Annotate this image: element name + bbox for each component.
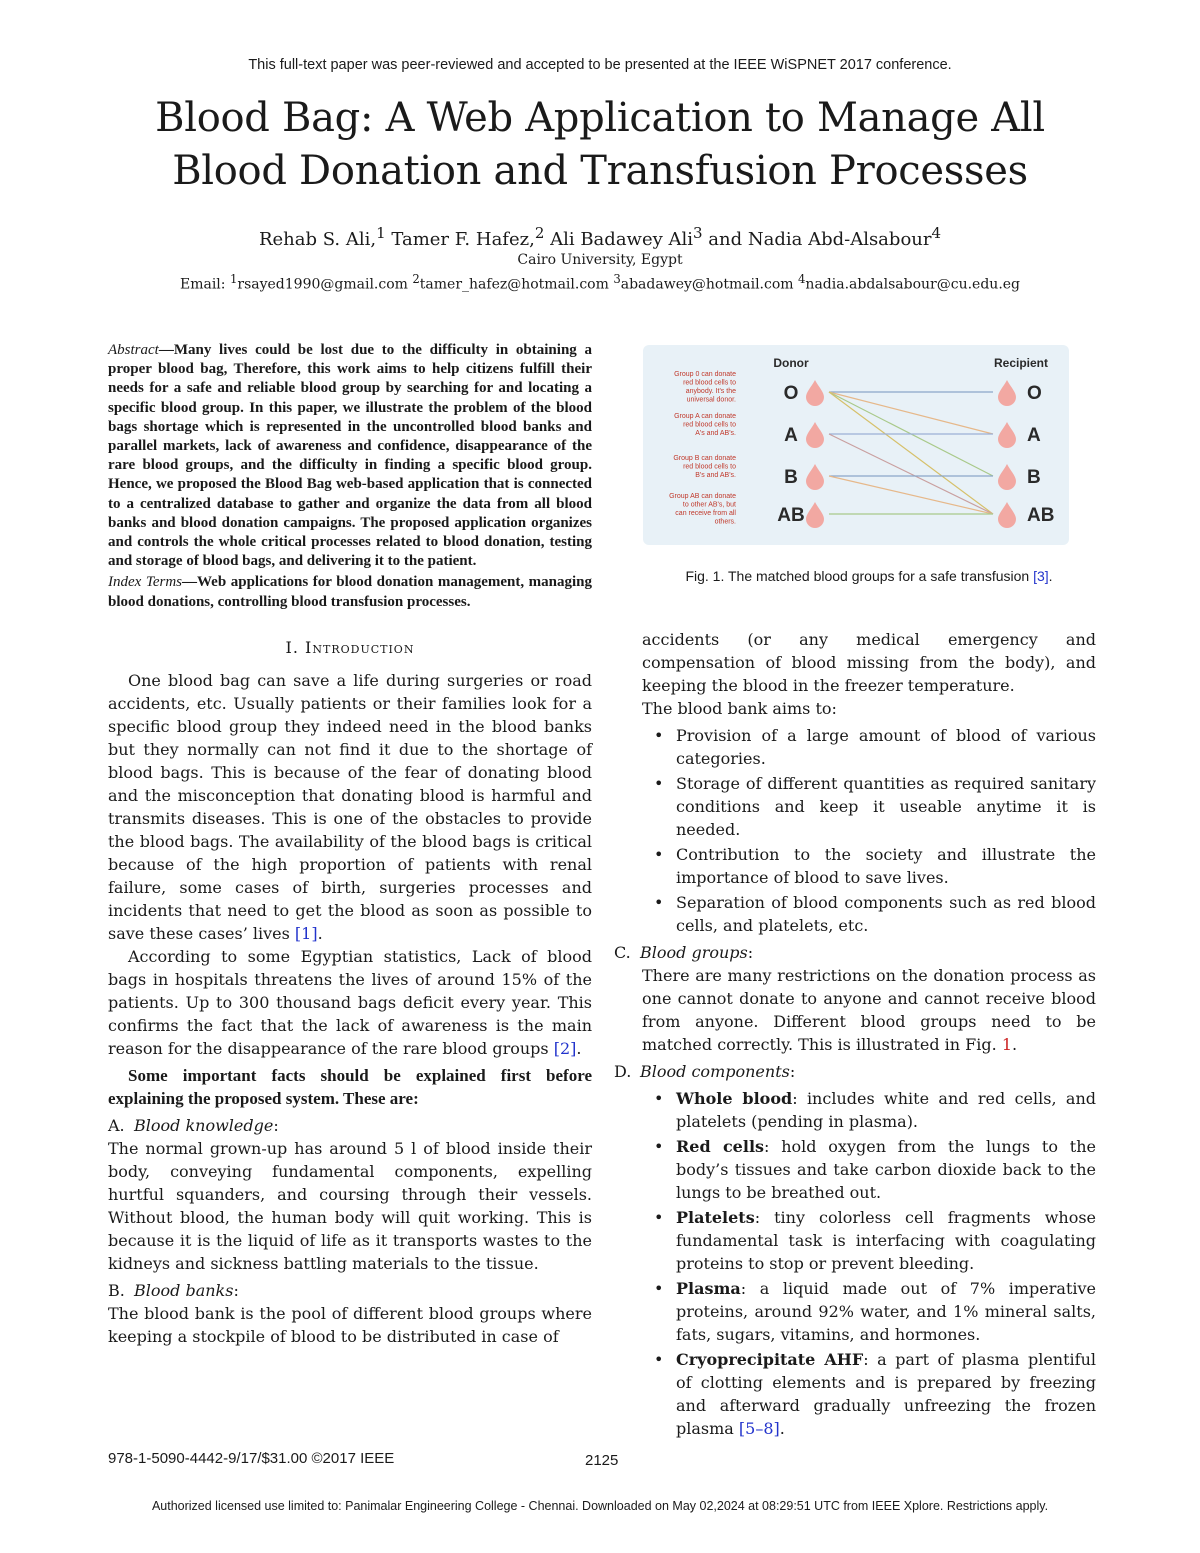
- component-term: Plasma: [676, 1279, 741, 1298]
- blood-bank-aims: The blood bank aims to:: [642, 699, 837, 718]
- figure-graphic: [643, 345, 1069, 545]
- component-text: : tiny colorless cell fragments whose fundamental task is interfacing with coagulating proteins to stop or prevent bleeding.: [676, 1208, 1096, 1273]
- author-3-marker: 3: [693, 224, 703, 242]
- list-item: [676, 1087, 1096, 1133]
- author-3: Ali Badawey Ali: [544, 229, 694, 250]
- component-text: : a part of plasma plentiful of clotting elements and is prepared by freezing and afterward gradually unfreezing the frozen plasma: [676, 1350, 1096, 1438]
- author-2-marker: 2: [534, 224, 545, 242]
- subsection-b-heading: [108, 1279, 592, 1302]
- subsection-a-text: The normal grown-up has around 5 l of blood inside their body, conveying fundamental components, expelling hurtful squanders, and coursing through their vessels. Without blood, the human body will quit working. This is because it is the liquid of life as it transports wastes to the kidneys and sickness battling materials to the tissue.: [108, 1138, 592, 1273]
- list-item: [676, 1277, 1096, 1346]
- subsection-c-title: Blood groups: [640, 943, 748, 962]
- blood-bank-aims-list: [642, 724, 1096, 937]
- index-terms-text: —Web applications for blood donation management, managing blood donations, controlling blood transfusion processes.: [108, 574, 592, 610]
- list-item: [676, 1348, 1096, 1440]
- figure-reference[interactable]: 1: [1001, 1035, 1012, 1054]
- title-line-1: Blood Bag: A Web Application to Manage All: [155, 95, 1045, 141]
- recipient-label: Recipient: [993, 356, 1049, 370]
- component-text: : a liquid made out of 7% imperative proteins, around 92% water, and 1% mineral salts, fats, sugars, vitamins, and hormones.: [676, 1279, 1096, 1344]
- intro-paragraph-3: Some important facts should be explained first before explaining the proposed system. These are:: [108, 1065, 592, 1108]
- author-list: [0, 224, 1200, 250]
- email-4-marker: 4: [798, 272, 806, 286]
- email-line: [0, 272, 1200, 293]
- email-3[interactable]: abadawey@hotmail.com: [620, 276, 798, 293]
- right-column: [614, 628, 1097, 1442]
- citation-2[interactable]: [2]: [553, 1038, 577, 1058]
- donor-group-o: O: [783, 383, 799, 404]
- blood-drop-icon: [806, 380, 824, 406]
- abstract-label: Abstract: [108, 342, 159, 358]
- subsection-c-end: .: [1012, 1035, 1018, 1054]
- subsection-c-body: There are many restrictions on the donation process as one cannot donate to anyone and cannot receive blood from anyone. Different blood groups need to be matched correctly. This is illustrated in Fig.: [642, 966, 1096, 1054]
- component-text: : includes white and red cells, and platelets (pending in plasma).: [676, 1089, 1097, 1131]
- left-column: [108, 341, 592, 1348]
- blood-drop-icon: [998, 380, 1016, 406]
- intro-paragraph-2: [108, 945, 592, 1060]
- list-item: • Separation of blood components such as red blood cells, and platelets, etc.: [676, 891, 1096, 937]
- index-terms-label: Index Terms: [108, 574, 182, 591]
- intro-p2-text: According to some Egyptian statistics, Lack of blood bags in hospitals threatens the lives of around 15% of the patients. Up to 300 thousand bags deficit every year. This confirms the fact that the lack of awareness is the main reason for the disappearance of the rare blood groups: [108, 946, 592, 1058]
- subsection-b-colon: :: [233, 1280, 239, 1300]
- license-notice: Authorized licensed use limited to: Panimalar Engineering College - Chennai. Downloaded on May 02,2024 at 08:29:51 UTC from IEEE Xplore. Restrictions apply.: [151, 1499, 1049, 1513]
- group-note: Group 0 can donate red blood cells to anybody. It's the universal donor.: [674, 371, 736, 404]
- intro-p2-end: .: [576, 1038, 582, 1058]
- figure-caption-text: Fig. 1. The matched blood groups for a safe transfusion: [685, 568, 1034, 584]
- subsection-a-heading: [108, 1114, 592, 1137]
- figure-caption: [642, 568, 1096, 584]
- compatibility-line: [829, 434, 993, 514]
- blood-compatibility-figure: [643, 345, 1069, 545]
- subsection-d-title: Blood components: [640, 1062, 790, 1081]
- subsection-b-label: B.: [108, 1280, 125, 1300]
- list-item: • Contribution to the society and illustrate the importance of blood to save lives.: [676, 843, 1096, 889]
- author-2: Tamer F. Hafez,: [385, 229, 535, 250]
- blood-drop-icon: [806, 464, 824, 490]
- subsection-a-label: A.: [108, 1115, 125, 1135]
- email-1[interactable]: rsayed1990@gmail.com: [237, 276, 413, 293]
- email-1-marker: 1: [229, 272, 238, 286]
- list-item: • Storage of different quantities as required sanitary conditions and keep it useable anytime it is needed.: [676, 772, 1096, 841]
- isbn-line: 978-1-5090-4442-9/17/$31.00 ©2017 IEEE: [108, 1450, 395, 1467]
- author-1: Rehab S. Ali,: [258, 229, 377, 250]
- email-2-marker: 2: [412, 272, 420, 286]
- component-term: Whole blood: [676, 1089, 793, 1108]
- subsection-d-colon: :: [789, 1062, 796, 1081]
- component-term: Platelets: [676, 1208, 755, 1227]
- subsection-d-label: D.: [614, 1062, 632, 1081]
- author-4-marker: 4: [931, 224, 942, 242]
- index-terms: [108, 573, 592, 611]
- blood-components-list: [642, 1087, 1096, 1440]
- email-2[interactable]: tamer_hafez@hotmail.com: [419, 276, 614, 293]
- subsection-a-colon: :: [273, 1115, 279, 1135]
- compatibility-line: [829, 392, 993, 434]
- subsection-d-heading: [614, 1060, 1096, 1083]
- component-text: : hold oxygen from the lungs to the body’s tissues and take carbon dioxide back to the lungs to be breathed out.: [676, 1137, 1096, 1202]
- title-line-2: Blood Donation and Transfusion Processes: [172, 148, 1028, 194]
- intro-p1-end: .: [317, 923, 323, 943]
- list-item: • Provision of a large amount of blood of various categories.: [676, 724, 1096, 770]
- author-1-marker: 1: [376, 224, 386, 242]
- citation-1[interactable]: [1]: [294, 923, 318, 943]
- blood-drop-icon: [998, 464, 1016, 490]
- subsection-b-title: Blood banks: [134, 1280, 234, 1300]
- recipient-group-b: B: [1027, 467, 1041, 488]
- intro-paragraph-1: [108, 669, 592, 945]
- recipient-group-ab: AB: [1027, 505, 1055, 526]
- abstract: [108, 341, 592, 571]
- page-number: 2125: [585, 1452, 619, 1469]
- affiliation: Cairo University, Egypt: [517, 252, 683, 268]
- subsection-c-heading: [614, 941, 1096, 964]
- list-item: [676, 1135, 1096, 1204]
- email-4[interactable]: nadia.abdalsabour@cu.edu.eg: [805, 276, 1021, 293]
- email-label: Email:: [179, 276, 230, 293]
- donor-group-b: B: [784, 467, 798, 488]
- blood-drop-icon: [998, 422, 1016, 448]
- subsection-c-label: C.: [614, 943, 631, 962]
- subsection-b-text-left: The blood bank is the pool of different blood groups where keeping a stockpile of blood to be distributed in case of: [108, 1303, 592, 1346]
- group-note: Group A can donate red blood cells to A's and AB's.: [674, 413, 736, 437]
- citation-5-8[interactable]: [5–8]: [738, 1419, 780, 1438]
- subsection-c-text: [642, 964, 1096, 1056]
- component-end: .: [779, 1419, 785, 1438]
- donor-group-a: A: [784, 425, 798, 446]
- group-note: Group B can donate red blood cells to B's and AB's.: [673, 455, 736, 479]
- component-term: Red cells: [676, 1137, 765, 1156]
- subsection-c-colon: :: [747, 943, 754, 962]
- abstract-text: —Many lives could be lost due to the difficulty in obtaining a proper blood bag, Therefore, this work aims to help citizens fulfill their needs for a safe and reliable blood group by searching for and locating a specific blood group. In this paper, we illustrate the problem of the blood bags shortage which is represented in the uncontrolled blood banks and parallel markets, lack of awareness and confidence, disappearance of the rare blood groups, and the difficulty in finding a specific blood group. Hence, we proposed the Blood Bag web-based application that is connected to a centralized database to gather and organize the data from all blood banks and blood donation campaigns. The proposed application organizes and controls the whole critical processes related to blood donation, testing and storage of blood bags, and delivering it to the patient.: [108, 342, 592, 570]
- section-heading-introduction: I. Introduction: [285, 637, 415, 657]
- subsection-a-title: Blood knowledge: [134, 1115, 274, 1135]
- citation-3[interactable]: [3]: [1033, 568, 1049, 584]
- donor-label: Donor: [773, 356, 809, 370]
- conference-banner: This full-text paper was peer-reviewed and accepted to be presented at the IEEE WiSPNET 2017 conference.: [248, 57, 952, 73]
- list-item: [676, 1206, 1096, 1275]
- recipient-group-a: A: [1027, 425, 1041, 446]
- recipient-group-o: O: [1027, 383, 1042, 404]
- intro-p1-text: One blood bag can save a life during surgeries or road accidents, etc. Usually patients or their families look for a specific blood group they indeed need in the blood banks but they normally can not find it due to the shortage of blood bags. This is because of the fear of donating blood and the misconception that donating blood is harmful and transmits diseases. This is one of the obstacles to provide the blood bags. The availability of the blood bags is critical because of the high proportion of patients with renal failure, some cases of birth, surgeries processes and incidents that need to get the blood as soon as possible to save these cases’ lives: [108, 670, 592, 943]
- email-3-marker: 3: [613, 272, 621, 286]
- component-term: Cryoprecipitate AHF: [676, 1350, 864, 1369]
- group-note: Group AB can donate to other AB's, but can receive from all others.: [669, 493, 736, 526]
- blood-drop-icon: [806, 502, 824, 528]
- paper-title: [60, 92, 1140, 198]
- blood-drop-icon: [998, 502, 1016, 528]
- figure-caption-end: .: [1048, 568, 1053, 584]
- donor-group-ab: AB: [777, 505, 805, 526]
- compatibility-line: [829, 392, 993, 514]
- author-4: and Nadia Abd-Alsabour: [702, 229, 932, 250]
- subsection-b-text-right: accidents (or any medical emergency and compensation of blood missing from the body), and keeping the blood in the freezer temperature.: [642, 630, 1096, 695]
- blood-drop-icon: [806, 422, 824, 448]
